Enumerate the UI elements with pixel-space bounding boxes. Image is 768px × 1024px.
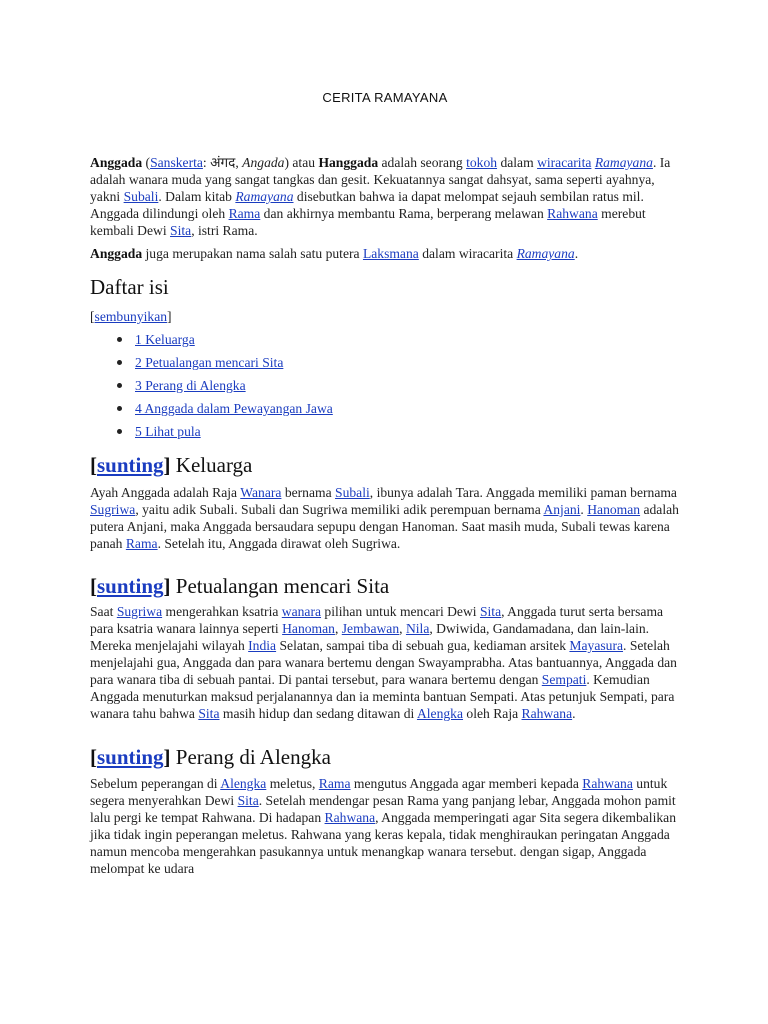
heading-text: Perang di Alengka bbox=[175, 745, 331, 769]
text: pilihan untuk mencari Dewi bbox=[321, 604, 480, 619]
heading-text: Keluarga bbox=[175, 453, 253, 477]
link-rama[interactable]: Rama bbox=[125, 536, 158, 551]
toc-title: Daftar isi bbox=[90, 275, 169, 299]
text: : bbox=[202, 155, 211, 170]
bracket-close: ] bbox=[163, 574, 171, 598]
toc-item bbox=[90, 331, 680, 354]
text: , bbox=[334, 621, 342, 636]
section-keluarga bbox=[90, 452, 680, 552]
link-sita-2[interactable]: Sita bbox=[198, 706, 220, 721]
section-heading-keluarga bbox=[90, 452, 680, 478]
link-rahwana[interactable]: Rahwana bbox=[547, 206, 598, 221]
text: . Setelah menjelajahi gua, Anggada dan para wanara bertemu dengan Swayamprabha. Atas bantuannya, Anggada dan para wanara tiba di sebuah pantai. Di pantai tersebut, para wanara bertemu dengan bbox=[90, 638, 677, 687]
toc-item bbox=[90, 400, 680, 423]
table-of-contents bbox=[90, 275, 680, 446]
toc-link-petualangan[interactable]: 2 Petualangan mencari Sita bbox=[135, 355, 284, 370]
bullet-icon bbox=[117, 406, 122, 411]
section-perang bbox=[90, 744, 680, 877]
text: , yaitu adik Subali. Subali dan Sugriwa memiliki adik perempuan bernama bbox=[135, 502, 544, 517]
link-sempati[interactable]: Sempati bbox=[541, 672, 587, 687]
text: dan akhirnya membantu Rama, berperang melawan bbox=[260, 206, 548, 221]
bracket-close: ] bbox=[163, 745, 171, 769]
document-title: CERITA RAMAYANA bbox=[322, 90, 448, 105]
link-jembawan[interactable]: Jembawan bbox=[341, 621, 400, 636]
link-ramayana-3[interactable] bbox=[517, 246, 575, 261]
link-ramayana-text: Ramayana bbox=[594, 155, 653, 170]
link-sita[interactable]: Sita bbox=[479, 604, 502, 619]
section-paragraph bbox=[90, 775, 680, 877]
text: mengerahkan ksatria bbox=[162, 604, 282, 619]
link-sugriwa[interactable]: Sugriwa bbox=[116, 604, 163, 619]
link-rama[interactable]: Rama bbox=[228, 206, 261, 221]
bullet-icon bbox=[117, 383, 122, 388]
bullet-icon bbox=[117, 360, 122, 365]
link-nila[interactable]: Nila bbox=[405, 621, 430, 636]
bracket-open: [ bbox=[90, 309, 95, 324]
link-ramayana-3-text: Ramayana bbox=[516, 246, 575, 261]
link-rahwana[interactable]: Rahwana bbox=[521, 706, 573, 721]
toc-link-lihat-pula[interactable]: 5 Lihat pula bbox=[135, 424, 201, 439]
text: disebutkan bahwa ia dapat melompat sejauh sembilan ratus mil. Anggada dilindungi oleh bbox=[90, 189, 644, 221]
text: merebut kembali Dewi bbox=[90, 206, 646, 238]
text: . Setelah mendengar pesan Rama yang panjang lebar, Anggada mohon pamit lalu pergi ke tempat Rahwana. Di hadapan bbox=[90, 793, 676, 825]
bracket-close: ] bbox=[163, 453, 171, 477]
section-heading-perang bbox=[90, 744, 680, 770]
bullet-icon bbox=[117, 429, 122, 434]
text: oleh Raja bbox=[463, 706, 522, 721]
text: untuk segera menyerahkan Dewi bbox=[90, 776, 668, 808]
bracket-open: [ bbox=[90, 574, 97, 598]
text: bernama bbox=[281, 485, 336, 500]
text: Selatan, sampai tiba di sebuah gua, kediaman arsitek bbox=[276, 638, 570, 653]
toc-toggle bbox=[90, 308, 680, 325]
bracket-open: [ bbox=[90, 745, 97, 769]
text: dalam bbox=[497, 155, 538, 170]
text: . Dalam kitab bbox=[158, 189, 236, 204]
link-rama[interactable]: Rama bbox=[318, 776, 351, 791]
bracket-open: [ bbox=[90, 453, 97, 477]
toc-link-keluarga[interactable]: 1 Keluarga bbox=[135, 332, 195, 347]
section-petualangan bbox=[90, 573, 680, 722]
toc-hide-link[interactable]: sembunyikan bbox=[94, 309, 168, 324]
link-india[interactable]: India bbox=[248, 638, 277, 653]
toc-item bbox=[90, 377, 680, 400]
section-heading-petualangan bbox=[90, 573, 680, 599]
bullet-icon bbox=[117, 337, 122, 342]
text: , ibunya adalah Tara. Anggada memiliki paman bernama bbox=[369, 485, 677, 500]
term-anggada: Anggada bbox=[90, 246, 143, 261]
intro-paragraph-1 bbox=[90, 154, 680, 239]
text: mengutus Anggada agar memberi kepada bbox=[350, 776, 583, 791]
text: , bbox=[399, 621, 406, 636]
link-hanoman[interactable]: Hanoman bbox=[282, 621, 335, 636]
text: . Setelah itu, Anggada dirawat oleh Sugriwa. bbox=[157, 536, 401, 551]
link-rahwana[interactable]: Rahwana bbox=[582, 776, 633, 791]
link-ramayana-2-text: Ramayana bbox=[235, 189, 294, 204]
link-ramayana[interactable] bbox=[595, 155, 653, 170]
text: masih hidup dan sedang ditawan di bbox=[219, 706, 417, 721]
link-subali[interactable]: Subali bbox=[335, 485, 370, 500]
toc-link-perang[interactable]: 3 Perang di Alengka bbox=[135, 378, 246, 393]
text: meletus, bbox=[266, 776, 319, 791]
toc-link-pewayangan[interactable]: 4 Anggada dalam Pewayangan Jawa bbox=[135, 401, 333, 416]
link-sanskerta[interactable]: Sanskerta bbox=[150, 155, 203, 170]
edit-link[interactable]: sunting bbox=[97, 745, 164, 769]
text: adalah seorang bbox=[378, 155, 467, 170]
toc-item bbox=[90, 423, 680, 446]
text: Ayah Anggada adalah Raja bbox=[90, 485, 241, 500]
link-tokoh[interactable]: tokoh bbox=[466, 155, 498, 170]
text: Saat bbox=[90, 604, 117, 619]
toc-item bbox=[90, 354, 680, 377]
link-sita[interactable]: Sita bbox=[170, 223, 192, 238]
text: , Dwiwida, Gandamadana, dan lain-lain. Mereka menjelajahi wilayah bbox=[90, 621, 650, 653]
edit-link[interactable]: sunting bbox=[97, 453, 164, 477]
link-wanara[interactable]: Wanara bbox=[240, 485, 282, 500]
link-laksmana[interactable]: Laksmana bbox=[362, 246, 419, 261]
link-anjani[interactable]: Anjani bbox=[543, 502, 581, 517]
text: , istri Rama. bbox=[191, 223, 258, 238]
link-rahwana-2[interactable]: Rahwana bbox=[324, 810, 376, 825]
text: juga merupakan nama salah satu putera bbox=[142, 246, 363, 261]
link-sita[interactable]: Sita bbox=[237, 793, 259, 808]
text: Sebelum peperangan di bbox=[90, 776, 221, 791]
section-paragraph bbox=[90, 603, 680, 722]
link-alengka[interactable]: Alengka bbox=[416, 706, 464, 721]
link-alengka[interactable]: Alengka bbox=[220, 776, 267, 791]
heading-text: Petualangan mencari Sita bbox=[175, 574, 390, 598]
text: ( bbox=[142, 155, 151, 170]
link-subali[interactable]: Subali bbox=[123, 189, 159, 204]
intro-paragraph-2 bbox=[90, 245, 680, 262]
text: , bbox=[235, 155, 243, 170]
link-mayasura[interactable]: Mayasura bbox=[569, 638, 624, 653]
term-angada: Angada bbox=[242, 155, 285, 170]
text: . bbox=[580, 502, 588, 517]
toc-list bbox=[90, 331, 680, 446]
text: adalah putera Anjani, maka Anggada bersaudara sepupu dengan Hanoman. Saat masih muda, Subali tewas karena panah bbox=[90, 502, 679, 551]
link-ramayana-2[interactable] bbox=[235, 189, 293, 204]
intro-section bbox=[90, 154, 680, 262]
edit-link[interactable]: sunting bbox=[97, 574, 164, 598]
link-wiracarita[interactable]: wiracarita bbox=[537, 155, 592, 170]
link-wanara[interactable]: wanara bbox=[281, 604, 322, 619]
bracket-close: ] bbox=[167, 309, 172, 324]
term-anggada: Anggada bbox=[90, 155, 143, 170]
text: , Anggada turut serta bersama para ksatria wanara lainnya seperti bbox=[90, 604, 664, 636]
text: dalam wiracarita bbox=[418, 246, 517, 261]
section-paragraph bbox=[90, 484, 680, 552]
text: . Ia adalah wanara muda yang sangat tangkas dan gesit. Kekuatannya sangat dahsyat, sama seperti ayahnya, yakni bbox=[90, 155, 671, 204]
text: . Kemudian Anggada menuturkan maksud perjalanannya dan ia meminta bantuan Sempati. Atas petunjuk Sempati, para wanara tahu bahwa bbox=[90, 672, 675, 721]
devanagari-text: अंगद bbox=[210, 155, 236, 170]
term-hanggada: Hanggada bbox=[318, 155, 379, 170]
text: . bbox=[574, 246, 579, 261]
link-sugriwa[interactable]: Sugriwa bbox=[90, 502, 136, 517]
link-hanoman[interactable]: Hanoman bbox=[587, 502, 641, 517]
text: ) atau bbox=[284, 155, 319, 170]
text: . bbox=[572, 706, 576, 721]
text: , Anggada memperingati agar Sita segera dikembalikan jika tidak ingin peperangan meletus. Rahwana yang keras kepala, tidak menghiraukan peringatan Anggada namun mencoba mengerahkan pasukannya untuk menangkap wanara tersebut. dengan sigap, Anggada melompat ke udara bbox=[90, 810, 676, 876]
